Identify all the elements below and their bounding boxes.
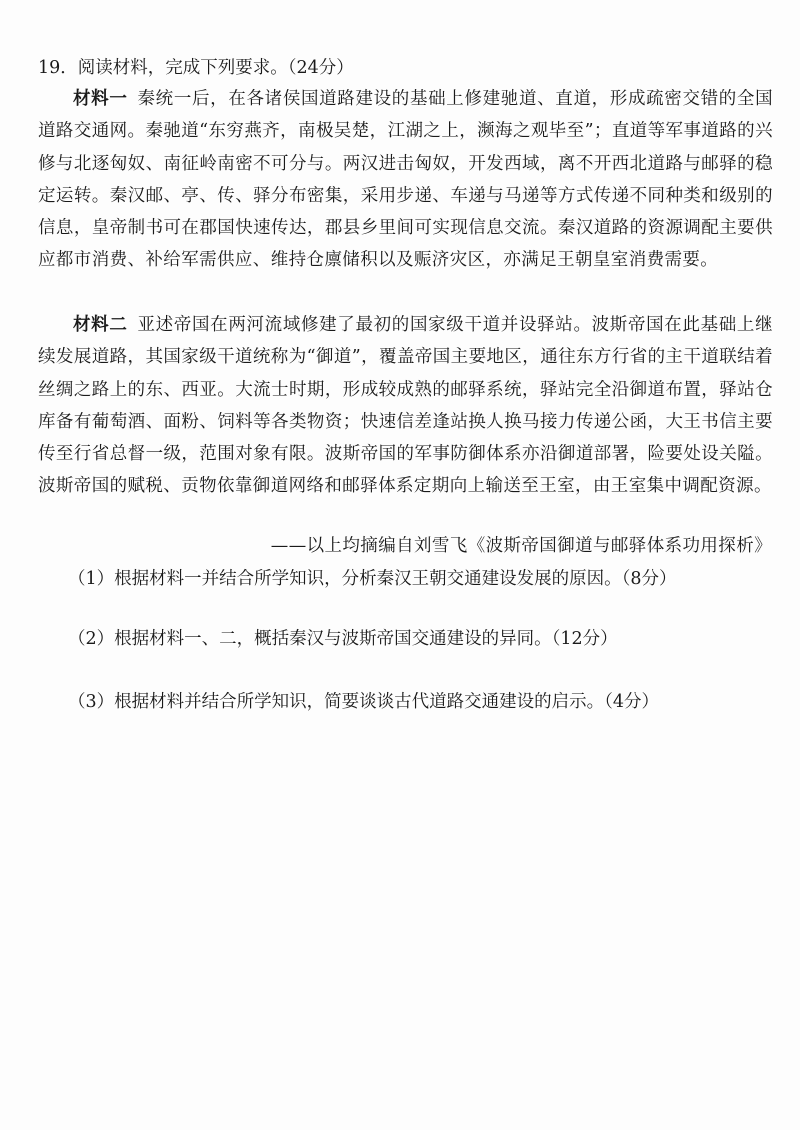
sub-question-1: （1）根据材料一并结合所学知识，分析秦汉王朝交通建设发展的原因。（8分） — [68, 569, 677, 589]
material-one-text: 秦统一后，在各诸侯国道路建设的基础上修建驰道、直道，形成疏密交错的全国道路交通网。秦驰道“东穷燕齐，南极吴楚，江湖之上，濒海之观毕至”；直道等军事道路的兴修与北逐匈奴、南征岭南密不可分与。两汉进击匈奴，开发西域，离不开西北道路与邮驿的稳定运转。秦汉邮、亭、传、驿分布密集，采用步递、车递与马递等方式传递不同种类和级别的信息，皇帝制书可在郡国快速传达，郡县乡里间可实现信息交流。秦汉道路的资源调配主要供应都市消费、补给军需供应、维持仓廪储积以及赈济灾区，亦满足王朝皇室消费需要。 — [38, 89, 773, 271]
material-one-paragraph — [38, 83, 773, 277]
sub-question-3: （3）根据材料并结合所学知识，简要谈谈古代道路交通建设的启示。（4分） — [68, 692, 660, 712]
question-header: 19．阅读材料，完成下列要求。（24分） — [38, 58, 354, 78]
source-citation: ——以上均摘编自刘雪飞《波斯帝国御道与邮驿体系功用探析》 — [270, 536, 772, 556]
sub-question-2: （2）根据材料一、二，概括秦汉与波斯帝国交通建设的异同。（12分） — [68, 629, 618, 649]
material-two-text: 亚述帝国在两河流域修建了最初的国家级干道并设驿站。波斯帝国在此基础上继续发展道路，其国家级干道统称为“御道”，覆盖帝国主要地区，通往东方行省的主干道联结着丝绸之路上的东、西亚。大流士时期，形成较成熟的邮驿系统，驿站完全沿御道布置，驿站仓库备有葡萄酒、面粉、饲料等各类物资；快速信差逢站换人换马接力传递公函，大王书信主要传至行省总督一级，范围对象有限。波斯帝国的军事防御体系亦沿御道部署，险要处设关隘。波斯帝国的赋税、贡物依靠御道网络和邮驿体系定期向上输送至王室，由王室集中调配资源。 — [38, 315, 773, 497]
material-two-label: 材料二 — [73, 315, 128, 335]
material-one-label: 材料一 — [73, 89, 128, 109]
material-two-paragraph — [38, 309, 773, 503]
